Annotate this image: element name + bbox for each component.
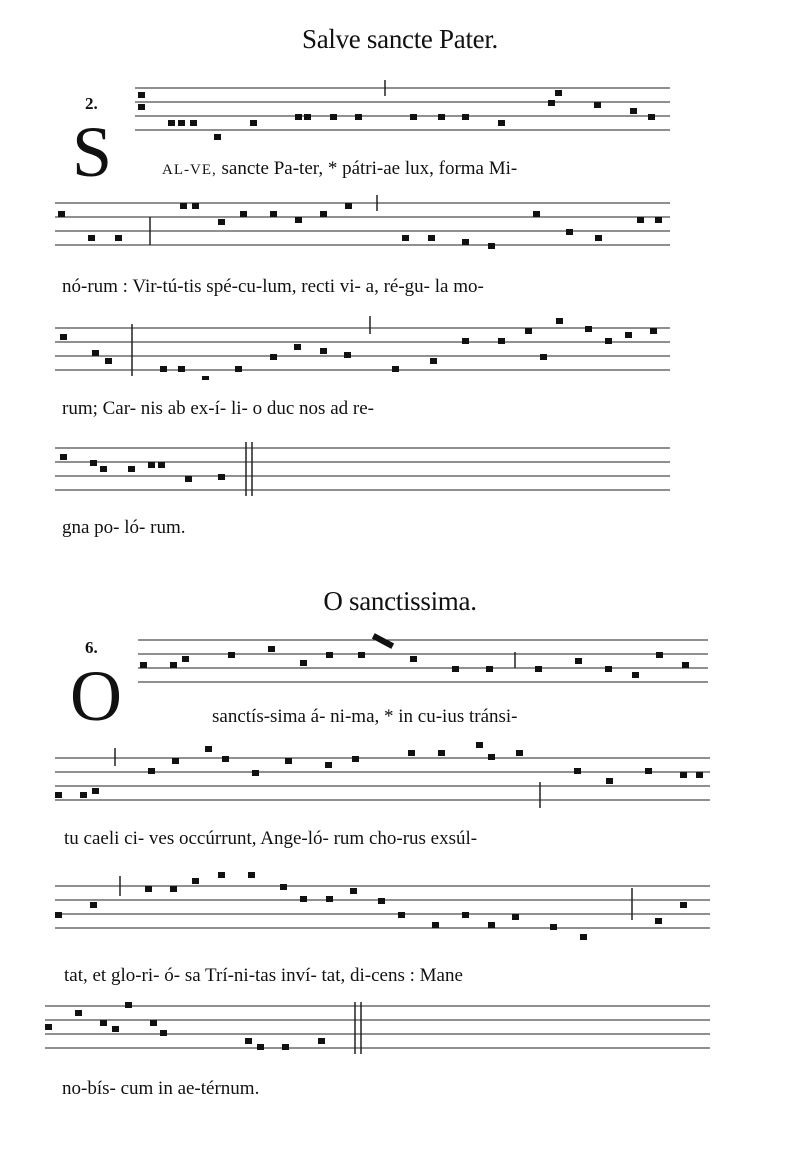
- lyric-line: tu caeli ci- ves occúrrunt, Ange-ló- rum cho-rus exsúl-: [64, 828, 478, 849]
- music-staff: [0, 868, 800, 948]
- music-staff: [0, 632, 800, 692]
- lyric-first-word: AL-VE,: [162, 162, 217, 178]
- lyric-text: sancte Pa-ter, * pátri-ae lux, forma Mi-: [216, 158, 518, 179]
- music-staff: [0, 440, 800, 500]
- lyric-line: sanctís-sima á- ni-ma, * in cu-ius tránsi-: [212, 706, 518, 727]
- initial-letter: O: [70, 656, 122, 736]
- lyric-line: gna po- ló- rum.: [62, 517, 186, 538]
- music-staff: [0, 1000, 800, 1070]
- music-staff: [0, 310, 800, 380]
- lyric-line: nó-rum : Vir-tú-tis spé-cu-lum, recti vi- a, ré-gu- la mo-: [62, 276, 484, 297]
- chant-number: 2.: [85, 94, 98, 113]
- lyric-line: tat, et glo-ri- ó- sa Trí-ni-tas inví- tat, di-cens : Mane: [64, 965, 463, 986]
- lyric-line: [162, 158, 517, 180]
- lyric-line: no-bís- cum in ae-térnum.: [62, 1078, 260, 1099]
- music-staff: [0, 742, 800, 812]
- music-staff: [0, 80, 800, 140]
- initial-letter: S: [72, 112, 113, 192]
- chant-number: 6.: [85, 638, 98, 657]
- music-staff: [0, 195, 800, 255]
- chant-title: O sanctissima.: [323, 586, 477, 616]
- lyric-line: rum; Car- nis ab ex-í- li- o duc nos ad re-: [62, 398, 374, 419]
- chant-title: Salve sancte Pater.: [302, 24, 498, 54]
